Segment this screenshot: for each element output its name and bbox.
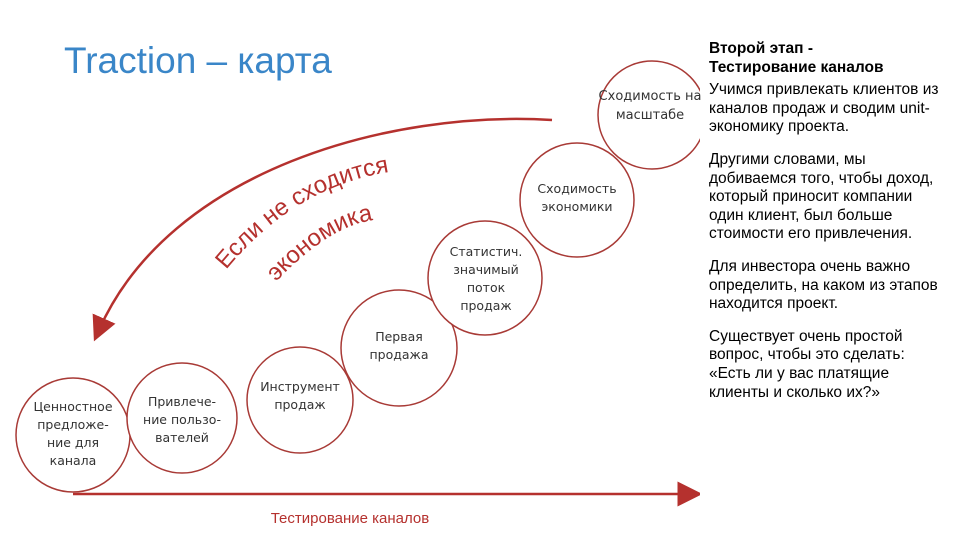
circle-label-economics: Сходимость экономики [537,181,617,215]
paragraph-2: Другими словами, мы добиваемся того, чтобы доход, который приносит компании один клиент, был больше стоимости его привлечения. [709,150,934,243]
curved-text-line2: экономика [261,199,375,287]
stage-heading-line1: Второй этап - [709,40,814,57]
stage-heading-line2: Тестирование каналов [709,58,884,76]
paragraph-3: Для инвестора очень важно определить, на каком из этапов находится проект. [709,257,938,313]
axis-label-testing: Тестирование каналов [270,510,430,527]
circle-label-stat-flow: Статистич. значимый поток продаж [449,244,523,314]
right-panel [709,40,949,416]
paragraph-1: Учимся привлекать клиентов из каналов продаж и сводим unit-экономику проекта. [709,81,939,136]
paragraph-4: Существует очень простой вопрос, чтобы это сделать: «Есть ли у вас платящие клиенты и сколько их?» [709,327,905,401]
curved-text-line1: Если не сходится [210,151,391,274]
circle-label-value-proposition: Ценностное предложе-ние для канала [33,399,113,469]
circle-label-user-acquisition: Привлече-ние пользо-вателей [143,394,221,446]
circle-label-first-sale: Первая продажа [369,329,429,363]
page-title: Traction – карта [64,40,332,81]
circle-label-scale: Сходимость на масштабе [598,89,702,123]
circle-label-sales-tool: Инструмент продаж [260,379,340,413]
